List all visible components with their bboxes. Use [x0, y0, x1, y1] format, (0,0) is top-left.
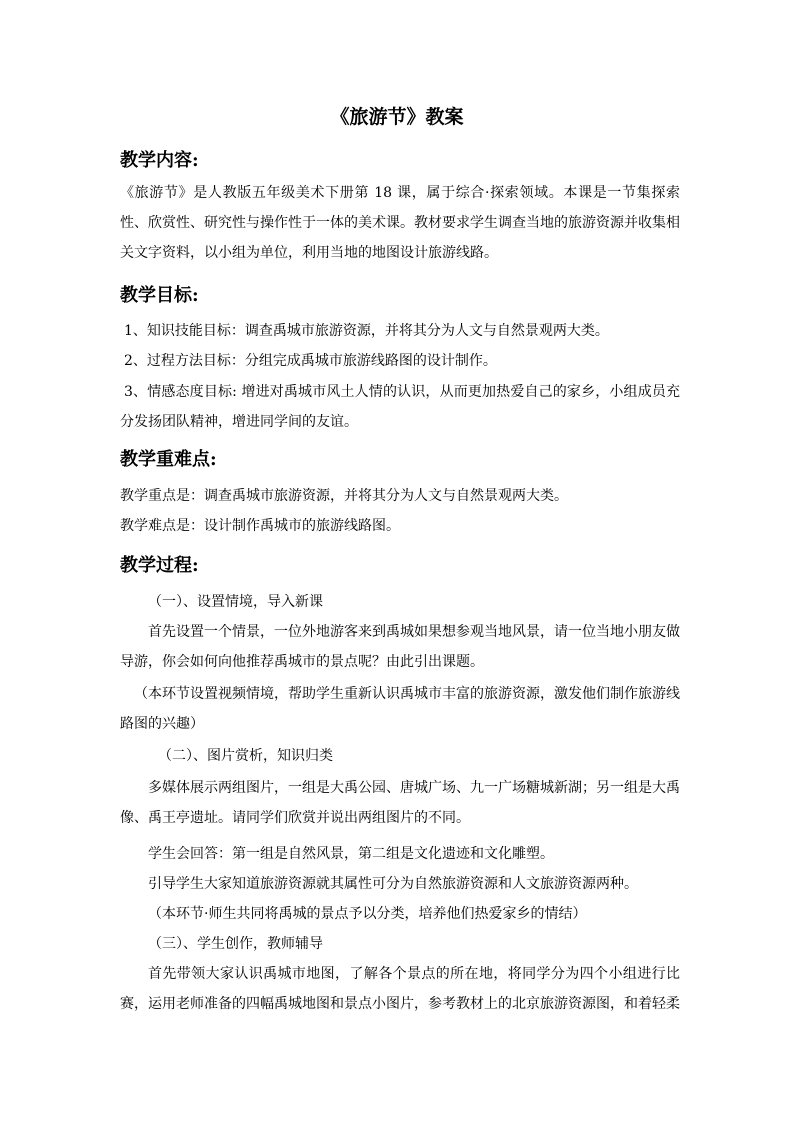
keypoint-item-2: 教学难点是：设计制作禹城市的旅游线路图。	[120, 518, 400, 534]
step3-title: （三）、学生创作，教师辅导	[148, 936, 323, 952]
process-heading: 教学过程:	[120, 555, 199, 576]
content-heading: 教学内容:	[120, 150, 199, 171]
goal-item-3: 3、情感态度目标: 增进对禹城市风土人情的认识，从而更加热爱自己的家乡，小组成员充分发扬团队精神，增进同学间的友谊。	[120, 384, 680, 430]
goal-item-1: 1、知识技能目标：调查禹城市旅游资源，并将其分为人文与自然景观两大类。	[124, 323, 609, 339]
step2-note: （本环节·师生共同将禹城的景点予以分类，培养他们热爱家乡的情结）	[148, 906, 587, 922]
step2-text: 多媒体展示两组图片，一组是大禹公园、唐城广场、九一广场糖城新湖；另一组是大禹像、禹王亭遗址。请同学们欣赏并说出两组图片的不同。	[120, 780, 680, 826]
step2-answer: 学生会回答：第一组是自然风景，第二组是文化遗迹和文化雕塑。	[148, 846, 554, 862]
goals-heading: 教学目标:	[120, 285, 199, 306]
step2-title: （二）、图片赏析，知识归类	[158, 748, 333, 764]
keypoint-item-1: 教学重点是：调查禹城市旅游资源，并将其分为人文与自然景观两大类。	[120, 488, 568, 504]
goal-item-2: 2、过程方法目标：分组完成禹城市旅游线路图的设计制作。	[124, 353, 497, 369]
page-title: 《旅游节》教案	[330, 106, 464, 128]
step2-guide: 引导学生大家知道旅游资源就其属性可分为自然旅游资源和人文旅游资源两种。	[148, 876, 638, 892]
step1-title: （一）、设置情境，导入新课	[148, 594, 323, 610]
content-paragraph: 《旅游节》是人教版五年级美术下册第 18 课，属于综合·探索领域。本课是一节集探索性、欣赏性、研究性与操作性于一体的美术课。教材要求学生调查当地的旅游资源并收集相关文字资料，以小组为单位，利用当地的地图设计旅游线路。	[120, 185, 680, 261]
step1-text: 首先设置一个情景，一位外地游客来到禹城如果想参观当地风景，请一位当地小朋友做导游，你会如何向他推荐禹城市的景点呢？由此引出课题。	[120, 624, 680, 670]
step3-text: 首先带领大家认识禹城市地图，了解各个景点的所在地，将同学分为四个小组进行比赛，运用老师准备的四幅禹城地图和景点小图片，参考教材上的北京旅游资源图，和着轻柔	[120, 966, 680, 1012]
step1-note: （本环节设置视频情境，帮助学生重新认识禹城市丰富的旅游资源，激发他们制作旅游线路图的兴趣）	[120, 686, 680, 732]
keypoints-heading: 教学重难点:	[120, 449, 217, 470]
